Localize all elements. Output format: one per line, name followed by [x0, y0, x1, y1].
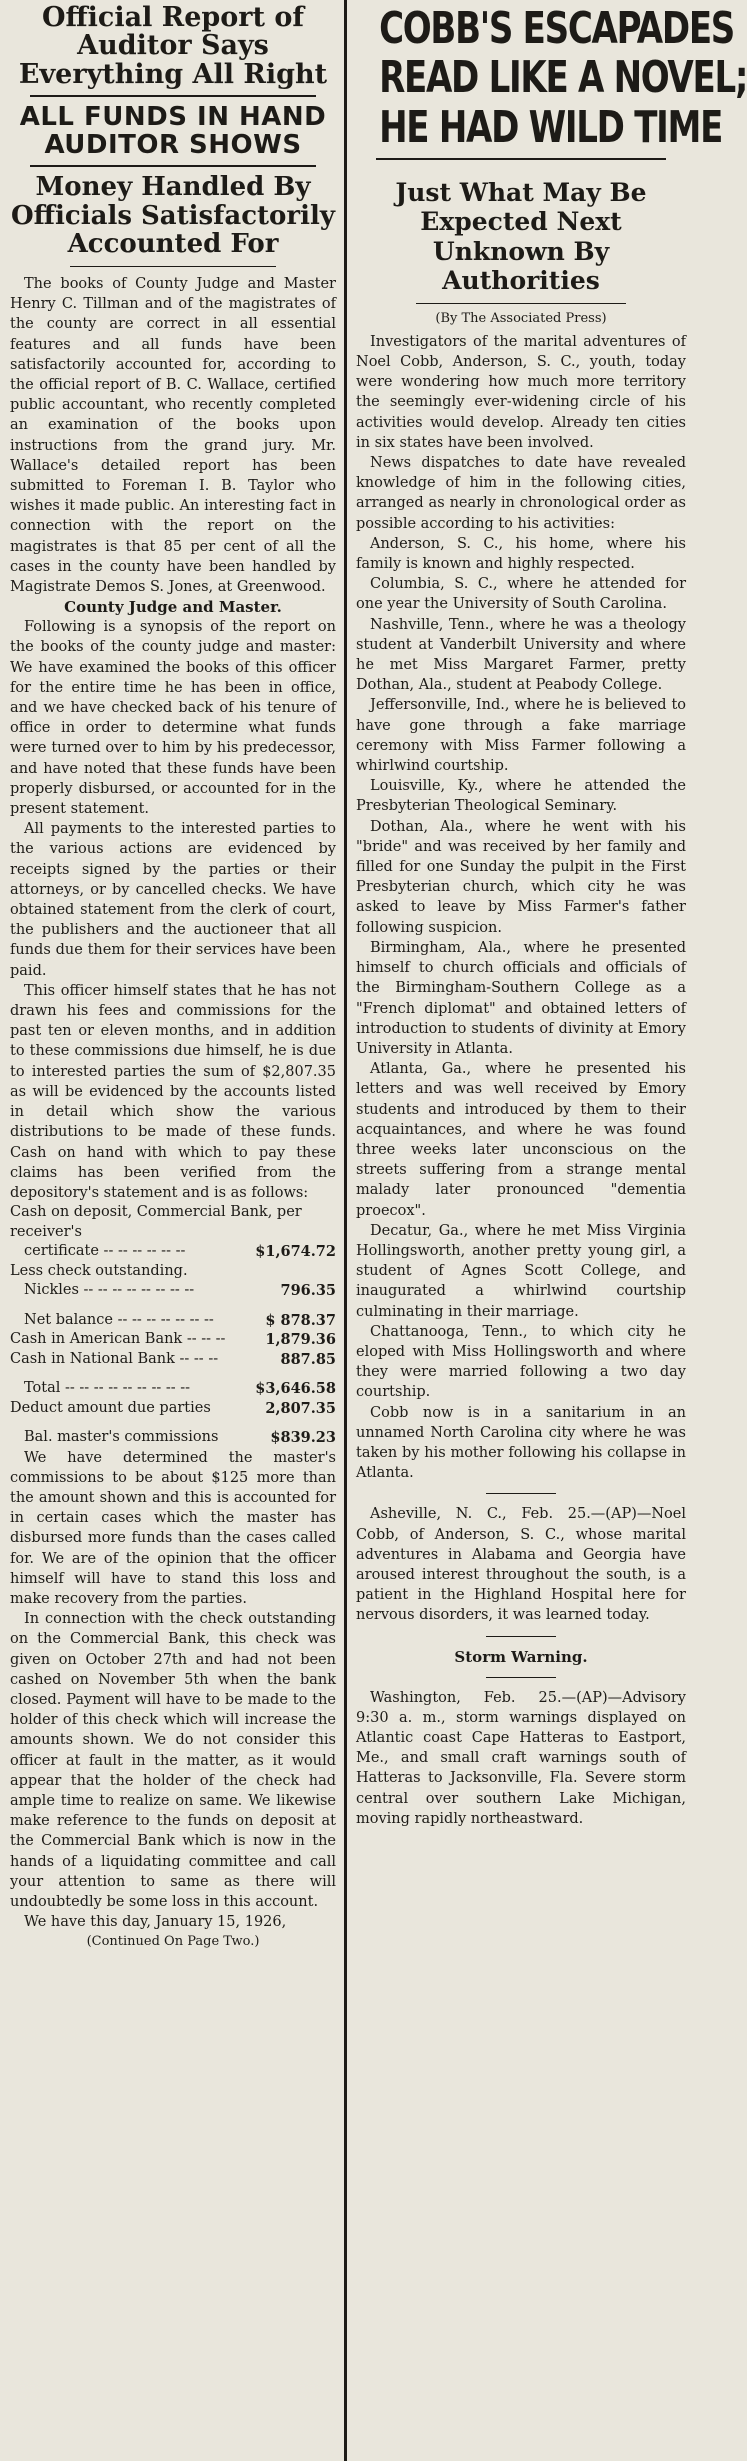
headline-rule [416, 303, 626, 304]
section-rule [486, 1636, 556, 1637]
article-paragraph: Anderson, S. C., his home, where his family is known and highly respected. [356, 535, 686, 573]
table-row [10, 1428, 336, 1448]
article-paragraph: Nashville, Tenn., where he was a theology student at Vanderbilt University and where he met Miss Margaret Farmer, pretty Dothan, Ala., student at Peabody College. [356, 616, 686, 694]
accounts-table [10, 1203, 336, 1448]
article-paragraph: News dispatches to date have revealed knowledge of him in the following cities, arranged as nearly in chronological order as possible according to his activities: [356, 455, 686, 532]
account-label: Net balance -- -- -- -- -- -- -- [24, 1311, 214, 1328]
article-paragraph: Washington, Feb. 25.—(AP)—Advisory 9:30 a. m., storm warnings displayed on Atlantic coast Cape Hatteras to Eastport, Me., and small craft warnings south of Hatteras to Jacksonville, Fla. Severe storm central over southern Lake Michigan, moving rapidly northeastward. [356, 1689, 686, 1827]
headline-all-funds: ALL FUNDS IN HAND AUDITOR SHOWS [19, 102, 327, 161]
right-column [350, 0, 747, 1829]
article-paragraph: Investigators of the marital adventures of Noel Cobb, Anderson, S. C., youth, today were wondering how much more territory the seemingly ever-widening circle of his activities would develop. Already ten cities in six states have been involved. [356, 333, 686, 451]
article-paragraph: We have determined the master's commissions to be about $125 more than the amount shown and this is accounted for in certain cases which the master has disbursed more funds than the cases called for. We are of the opinion that the officer himself will have to stand this loss and make recovery from the parties. [10, 1449, 336, 1608]
continued-note: (Continued On Page Two.) [86, 1934, 260, 1950]
article-paragraph: Louisville, Ky., where he attended the Presbyterian Theological Seminary. [356, 778, 686, 815]
article-paragraph: In connection with the check outstanding on the Commercial Bank, this check was given on October 27th and had not been cashed on November 5th when the bank closed. Payment will have to be made to the holder of this check which will increase the amounts shown. We do not consider this officer at fault in the matter, as it would appear that the holder of the check had ample time to realize on same. We likewise make reference to the funds on deposit at the Commercial Bank which is now in the hands of a liquidating committee and call your attention to same as there will undoubtedly be some loss in this account. [10, 1611, 336, 1911]
article-paragraph: We have this day, January 15, 1926, [24, 1914, 287, 1931]
account-label: Total -- -- -- -- -- -- -- -- -- [24, 1380, 191, 1397]
account-label: certificate -- -- -- -- -- -- [24, 1243, 186, 1260]
headline-money-handled: Money Handled By Officials Satisfactorily Accounted For [11, 172, 335, 260]
account-label: Nickles -- -- -- -- -- -- -- -- [24, 1282, 195, 1299]
article-paragraph: All payments to the interested parties to the various actions are evidenced by receipts signed by the parties or their attorneys, or by cancelled checks. We have obtained statement from the clerk of court, the publishers and the auctioneer that all funds due them for their services have been paid. [10, 821, 336, 979]
article-paragraph: This officer himself states that he has not drawn his fees and commissions for the past ten or eleven months, and in addition to these commissions due himself, he is due to interested parties the sum of $2,807.35 as will be evidenced by the accounts listed in detail which show the various distributions to be made of these funds. Cash on hand with which to pay these claims has been verified from the depository's statement and is as follows: [10, 982, 336, 1201]
account-label: Cash in National Bank -- -- -- [10, 1350, 219, 1367]
article-paragraph: The books of County Judge and Master Henry C. Tillman and of the magistrates of the county are correct in all essential features and all funds have been satisfactorily accounted for, according to the official report of B. C. Wallace, certified public accountant, who recently completed an examination of the books upon instructions from the grand jury. Mr. Wallace's detailed report has been submitted to Foreman I. B. Taylor who wishes it made public. An interesting fact in connection with the report on the magistrates is that 85 per cent of all the cases in the county have been handled by Magistrate Demos S. Jones, at Greenwood. [10, 275, 336, 596]
account-amount: 2,807.35 [265, 1399, 336, 1417]
headline-read-like-novel: READ LIKE A NOVEL; [379, 52, 747, 104]
account-amount: $3,646.58 [255, 1380, 336, 1398]
table-row [10, 1399, 336, 1419]
table-row [10, 1203, 336, 1242]
column-divider [344, 0, 347, 2461]
account-amount: $ 878.37 [265, 1311, 336, 1329]
table-row [10, 1281, 336, 1301]
account-label: Less check outstanding. [10, 1262, 188, 1279]
article-paragraph: Jeffersonville, Ind., where he is believed to have gone through a fake marriage ceremony with Miss Farmer following a whirlwind courtship. [356, 697, 686, 775]
headline-rule [30, 95, 316, 97]
account-amount: $839.23 [270, 1429, 336, 1447]
article-paragraph: Atlanta, Ga., where he presented his letters and was well received by Emory students and introduced by them to their acquaintances, and where he was found three weeks later unconscious on the streets suffering from a strange mental malady later pronounced "dementia proecox". [356, 1061, 686, 1219]
table-row [10, 1262, 336, 1282]
account-amount: 1,879.36 [265, 1331, 336, 1349]
article-paragraph: Decatur, Ga., where he met Miss Virginia Hollingsworth, another pretty young girl, a student of Agnes Scott College, and inaugurated a whirlwind courtship culminating in their marriage. [356, 1222, 686, 1320]
headline-rule [376, 158, 666, 160]
byline: (By The Associated Press) [435, 310, 607, 326]
table-row [10, 1311, 336, 1331]
section-subhead: County Judge and Master. [64, 598, 282, 617]
account-label: Cash on deposit, Commercial Bank, per receiver's [10, 1204, 302, 1240]
account-label: Deduct amount due parties [10, 1399, 211, 1416]
section-rule [486, 1493, 556, 1494]
account-amount: $1,674.72 [255, 1243, 336, 1261]
subheadline: Just What May Be Expected Next Unknown By Authorities [395, 177, 647, 296]
account-label: Bal. master's commissions [24, 1429, 219, 1446]
article-paragraph: Birmingham, Ala., where he presented himself to church officials and officials of the Birmingham-Southern College as a "French diplomat" and obtained letters of introduction to students of divinity at Emory University in Atlanta. [356, 939, 686, 1057]
headline-rule [30, 165, 316, 167]
headline-wild-time: HE HAD WILD TIME [379, 101, 723, 153]
article-paragraph: Cobb now is in a sanitarium in an unnamed North Carolina city where he was taken by his mother following his collapse in Atlanta. [356, 1404, 686, 1482]
account-amount: 887.85 [280, 1350, 336, 1368]
article-paragraph: Chattanooga, Tenn., to which city he eloped with Miss Hollingsworth and where they were married following a two day courtship. [356, 1323, 686, 1401]
table-row [10, 1379, 336, 1399]
table-row [10, 1350, 336, 1370]
article-paragraph: Columbia, S. C., where he attended for one year the University of South Carolina. [356, 576, 686, 613]
left-column [4, 0, 342, 1949]
table-row [10, 1242, 336, 1262]
headline-cobbs-escapades: COBB'S ESCAPADES [379, 3, 735, 54]
article-paragraph: Asheville, N. C., Feb. 25.—(AP)—Noel Cobb, of Anderson, S. C., whose marital adventures in Alabama and Georgia have aroused interest throughout the south, is a patient in the Highland Hospital here for nervous disorders, it was learned today. [356, 1506, 686, 1624]
storm-warning-head: Storm Warning. [454, 1647, 588, 1666]
headline-auditor-report: Official Report of Auditor Says Everything All Right [18, 2, 328, 90]
section-rule [486, 1677, 556, 1678]
article-paragraph: Following is a synopsis of the report on the books of the county judge and master: We have examined the books of this officer for the entire time he has been in office, and we have checked back of his tenure of office in order to determine what funds were turned over to him by his predecessor, and have noted that these funds have been properly disbursed, or accounted for in the present statement. [10, 619, 336, 818]
account-amount: 796.35 [280, 1282, 336, 1300]
account-label: Cash in American Bank -- -- -- [10, 1331, 226, 1348]
article-paragraph: Dothan, Ala., where he went with his "bride" and was received by her family and filled for one Sunday the pulpit in the First Presbyterian church, which city he was asked to leave by Miss Farmer's father following suspicion. [356, 818, 686, 936]
table-row [10, 1330, 336, 1350]
headline-rule [70, 266, 276, 267]
